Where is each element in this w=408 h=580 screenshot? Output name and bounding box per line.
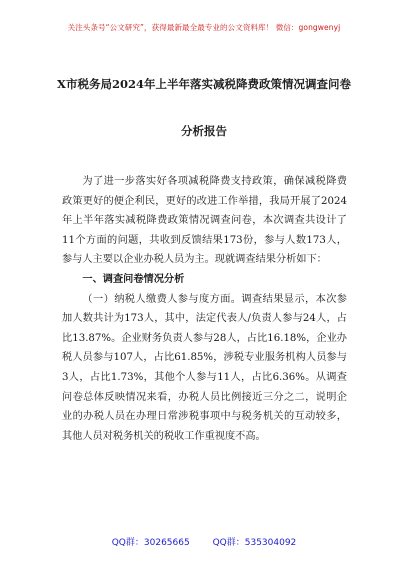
document-body <box>62 172 347 446</box>
section-paragraph: （一）纳税人缴费人参与度方面。调查结果显示，本次参加人数共计为173人，其中，法定代表人/负责人参与24人，占比13.87%。企业财务负责人参与28人，占比16.18%，企业办税人员参与107人，占比61.85%，涉税专业服务机构人员参与3人，占比1.73%，其他个人参与11人，占比6.36%。从调查问卷总体反映情况来看，办税人员比例接近三分之二，说明企业的办税人员在办理日常涉税事项中与税务机关的互动较多，其他人员对税务机关的税收工作重视度不高。 <box>62 293 347 442</box>
document-title: X市税务局2024年上半年落实减税降费政策情况调查问卷 <box>57 77 351 91</box>
qq-group-2: QQ群：535304092 <box>212 538 297 548</box>
footer-contact <box>0 535 408 548</box>
intro-paragraph: 为了进一步落实好各项减税降费支持政策，确保减税降费政策更好的便企利民，更好的改进工作举措，我局开展了2024年上半年落实减税降费政策情况调查问卷，本次调查共设计了11个方面的问题，共收到反馈结果173份，参与人数173人，参与人主要以企业办税人员为主。现就调查结果分析如下： <box>62 176 347 266</box>
header-banner: 关注头条号“公文研究”，获得最新最全最专业的公文资料库！ 微信：gongwenyj <box>67 23 341 32</box>
section-heading: 一、调查问卷情况分析 <box>82 272 185 285</box>
document-subtitle: 分析报告 <box>181 124 227 138</box>
qq-group-1: QQ群：30265665 <box>111 538 190 548</box>
